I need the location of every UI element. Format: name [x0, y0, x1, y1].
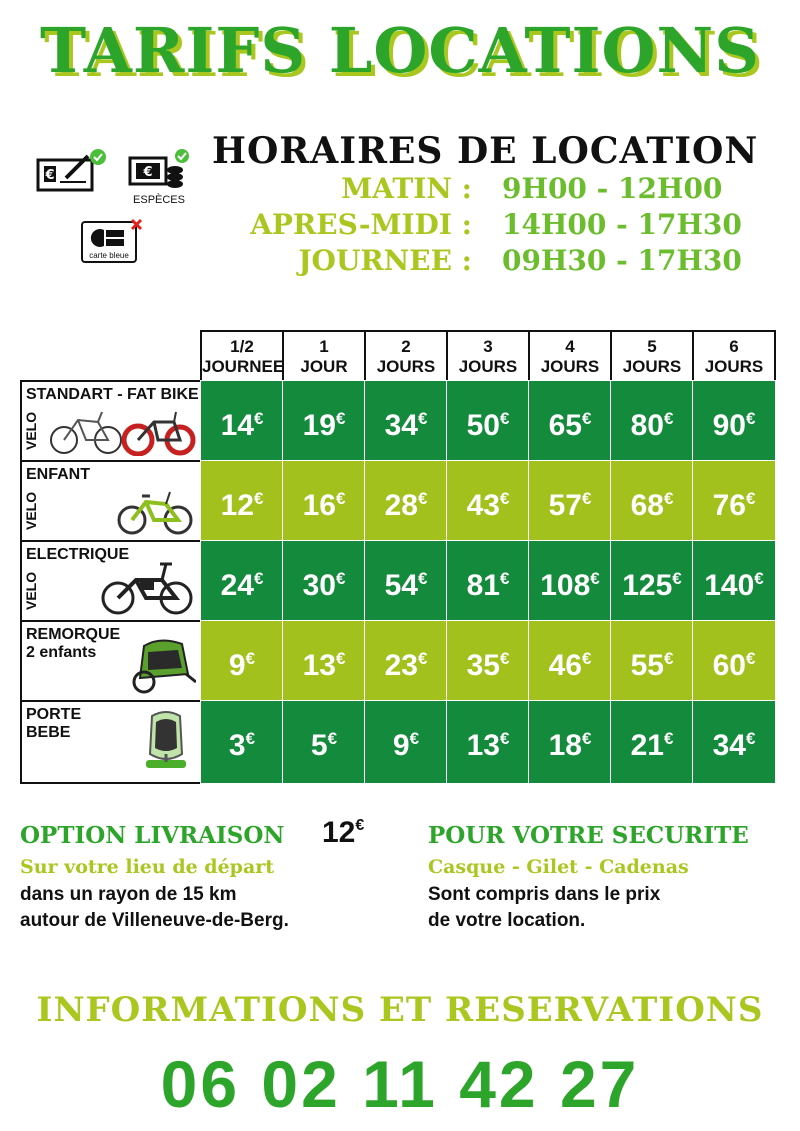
baby-seat-icon: [136, 708, 196, 778]
delivery-line: dans un rayon de 15 km: [20, 884, 237, 905]
price-cell: [528, 460, 612, 542]
column-header-bottom: JOURS: [704, 357, 764, 376]
svg-text:€: €: [45, 168, 55, 183]
price-currency: €: [499, 409, 510, 428]
price-currency: €: [335, 649, 346, 668]
price-value: 28: [384, 489, 418, 522]
price-currency: €: [745, 649, 756, 668]
svg-text:€: €: [143, 165, 153, 180]
row-prefix: VELO: [23, 491, 39, 530]
price-value: 68: [630, 489, 664, 522]
price-currency: €: [253, 409, 264, 428]
price-cell: [364, 700, 448, 784]
price-currency: €: [417, 569, 428, 588]
payment-methods: [28, 132, 192, 272]
hours-time: 14H00 - 17H30: [502, 208, 742, 241]
row-name: REMORQUE 2 enfants: [26, 626, 121, 661]
price-value: 108: [540, 569, 591, 602]
bike-icon: [46, 408, 196, 456]
price-value: 18: [548, 729, 582, 762]
price-currency: €: [499, 489, 510, 508]
column-header-bottom: JOURS: [458, 357, 518, 376]
row-prefix: VELO: [23, 571, 39, 610]
price-cell: [282, 620, 366, 702]
phone-number[interactable]: 06 02 11 42 27: [160, 1047, 640, 1121]
price-cell: [692, 620, 776, 702]
price-value: 125: [622, 569, 673, 602]
delivery-line: autour de Villeneuve-de-Berg.: [20, 910, 289, 931]
price-currency: €: [327, 729, 338, 748]
price-value: 90: [712, 409, 746, 442]
price-currency: €: [745, 489, 756, 508]
price-currency: €: [335, 569, 346, 588]
price-value: 54: [384, 569, 418, 602]
price-value: 140: [704, 569, 755, 602]
price-currency: €: [672, 569, 682, 588]
especes-payment: [128, 148, 190, 206]
price-cell: [364, 460, 448, 542]
row-name: STANDART - FAT BIKE: [26, 386, 199, 403]
price-value: 9: [228, 649, 246, 682]
row-label-electrique: [20, 540, 202, 622]
price-cell: [200, 620, 284, 702]
delivery-subtitle: Sur votre lieu de départ: [20, 856, 275, 878]
price-value: 12: [220, 489, 254, 522]
price-currency: €: [253, 489, 264, 508]
price-value: 16: [302, 489, 336, 522]
price-value: 5: [310, 729, 328, 762]
price-currency: €: [581, 489, 592, 508]
price-currency: €: [581, 649, 592, 668]
price-value: 30: [302, 569, 336, 602]
price-cell: [692, 700, 776, 784]
price-currency: €: [590, 569, 600, 588]
column-header-bottom: JOURS: [540, 357, 600, 376]
price-currency: €: [499, 729, 510, 748]
hours-label: APRES-MIDI :: [250, 208, 472, 241]
price-currency: €: [417, 409, 428, 428]
price-value: 35: [466, 649, 500, 682]
price-value: 34: [384, 409, 418, 442]
price-cell: [528, 700, 612, 784]
price-cell: [446, 380, 530, 462]
price-currency: €: [581, 409, 592, 428]
price-currency: €: [499, 649, 510, 668]
column-header: [610, 330, 694, 382]
row-label-remorque: [20, 620, 202, 702]
price-value: 14: [220, 409, 254, 442]
price-value: 23: [384, 649, 418, 682]
hours-title: HORAIRES DE LOCATION: [212, 130, 759, 172]
price-value: 80: [630, 409, 664, 442]
price-value: 81: [466, 569, 500, 602]
hours-row: [212, 172, 772, 208]
page-title: TARIFS LOCATIONS: [39, 14, 760, 87]
price-cell: [446, 620, 530, 702]
price-value: 19: [302, 409, 336, 442]
price-value: 43: [466, 489, 500, 522]
cheque-icon: [36, 148, 106, 198]
column-header: [692, 330, 776, 382]
column-header: [364, 330, 448, 382]
row-label-porte-bebe: [20, 700, 202, 784]
price-currency: €: [663, 729, 674, 748]
price-value: 46: [548, 649, 582, 682]
security-title: POUR VOTRE SECURITE: [428, 822, 749, 849]
price-cell: [610, 620, 694, 702]
price-value: 24: [220, 569, 254, 602]
price-currency: €: [499, 569, 510, 588]
row-label-standart: [20, 380, 202, 462]
hours-row: [212, 244, 772, 280]
hours-label: JOURNEE :: [298, 244, 472, 277]
kid-bike-icon: [116, 488, 196, 536]
price-value: 34: [712, 729, 746, 762]
row-name: ENFANT: [26, 466, 90, 483]
price-currency: €: [253, 569, 264, 588]
price-cell: [610, 540, 694, 622]
price-value: 55: [630, 649, 664, 682]
price-value: 9: [392, 729, 410, 762]
price-cell: [282, 380, 366, 462]
price-currency: €: [581, 729, 592, 748]
column-header-top: 2: [401, 337, 411, 356]
price-cell: [528, 540, 612, 622]
price-cell: [364, 380, 448, 462]
price-currency: €: [417, 489, 428, 508]
credit-card-icon: [80, 218, 144, 266]
price-currency: €: [245, 649, 256, 668]
delivery-price-value: 12: [322, 816, 356, 849]
price-cell: [528, 620, 612, 702]
column-header-bottom: JOUR: [300, 357, 348, 376]
price-cell: [200, 380, 284, 462]
price-value: 57: [548, 489, 582, 522]
delivery-title: OPTION LIVRAISON: [20, 822, 285, 849]
column-header-top: 3: [483, 337, 493, 356]
price-value: 76: [712, 489, 746, 522]
delivery-price-currency: €: [355, 817, 365, 834]
price-cell: [282, 460, 366, 542]
price-cell: [446, 700, 530, 784]
column-header-top: 4: [565, 337, 575, 356]
column-header: [528, 330, 612, 382]
column-header-top: 1/2: [230, 337, 254, 356]
column-header-bottom: JOURS: [622, 357, 682, 376]
carte-bleue-label: carte bleue: [89, 251, 129, 260]
row-label-enfant: [20, 460, 202, 542]
hours-time: 9H00 - 12H00: [502, 172, 723, 205]
security-subtitle: Casque - Gilet - Cadenas: [428, 856, 689, 878]
price-currency: €: [409, 729, 420, 748]
column-header-bottom: JOURS: [376, 357, 436, 376]
price-value: 13: [466, 729, 500, 762]
price-cell: [200, 700, 284, 784]
column-header: [446, 330, 530, 382]
row-name: ELECTRIQUE: [26, 546, 130, 563]
row-name: PORTE BEBE: [26, 706, 82, 741]
price-currency: €: [663, 649, 674, 668]
electric-bike-icon: [100, 560, 196, 616]
price-cell: [692, 540, 776, 622]
price-cell: [610, 460, 694, 542]
column-header-top: 1: [319, 337, 329, 356]
hours-row: [212, 208, 772, 244]
cheque-payment: [36, 148, 106, 198]
price-currency: €: [754, 569, 764, 588]
price-cell: [364, 620, 448, 702]
price-cell: [282, 700, 366, 784]
price-value: 3: [228, 729, 246, 762]
price-currency: €: [663, 489, 674, 508]
security-line: Sont compris dans le prix: [428, 884, 661, 905]
column-header-top: 5: [647, 337, 657, 356]
column-header: [282, 330, 366, 382]
price-cell: [200, 460, 284, 542]
price-cell: [446, 540, 530, 622]
price-cell: [692, 380, 776, 462]
price-cell: [282, 540, 366, 622]
price-cell: [446, 460, 530, 542]
price-currency: €: [245, 729, 256, 748]
price-value: 21: [630, 729, 664, 762]
price-currency: €: [335, 409, 346, 428]
price-value: 65: [548, 409, 582, 442]
info-heading: INFORMATIONS ET RESERVATIONS: [36, 990, 764, 1030]
price-currency: €: [335, 489, 346, 508]
column-header-top: 6: [729, 337, 739, 356]
delivery-price: [322, 816, 364, 850]
price-cell: [200, 540, 284, 622]
price-value: 13: [302, 649, 336, 682]
carte-bleue-payment: [80, 218, 144, 266]
column-header: [200, 330, 284, 382]
price-cell: [364, 540, 448, 622]
security-line: de votre location.: [428, 910, 586, 931]
column-header-bottom: JOURNEE: [202, 357, 285, 376]
trailer-icon: [130, 634, 196, 696]
hours-time: 09H30 - 17H30: [502, 244, 742, 277]
hours-label: MATIN :: [341, 172, 472, 205]
price-cell: [610, 380, 694, 462]
price-currency: €: [745, 409, 756, 428]
price-currency: €: [745, 729, 756, 748]
price-cell: [610, 700, 694, 784]
price-cell: [692, 460, 776, 542]
price-value: 60: [712, 649, 746, 682]
price-currency: €: [663, 409, 674, 428]
price-currency: €: [417, 649, 428, 668]
price-cell: [528, 380, 612, 462]
cash-icon: [128, 148, 190, 192]
row-prefix: VELO: [23, 411, 39, 450]
price-value: 50: [466, 409, 500, 442]
especes-label: ESPÈCES: [133, 194, 185, 206]
